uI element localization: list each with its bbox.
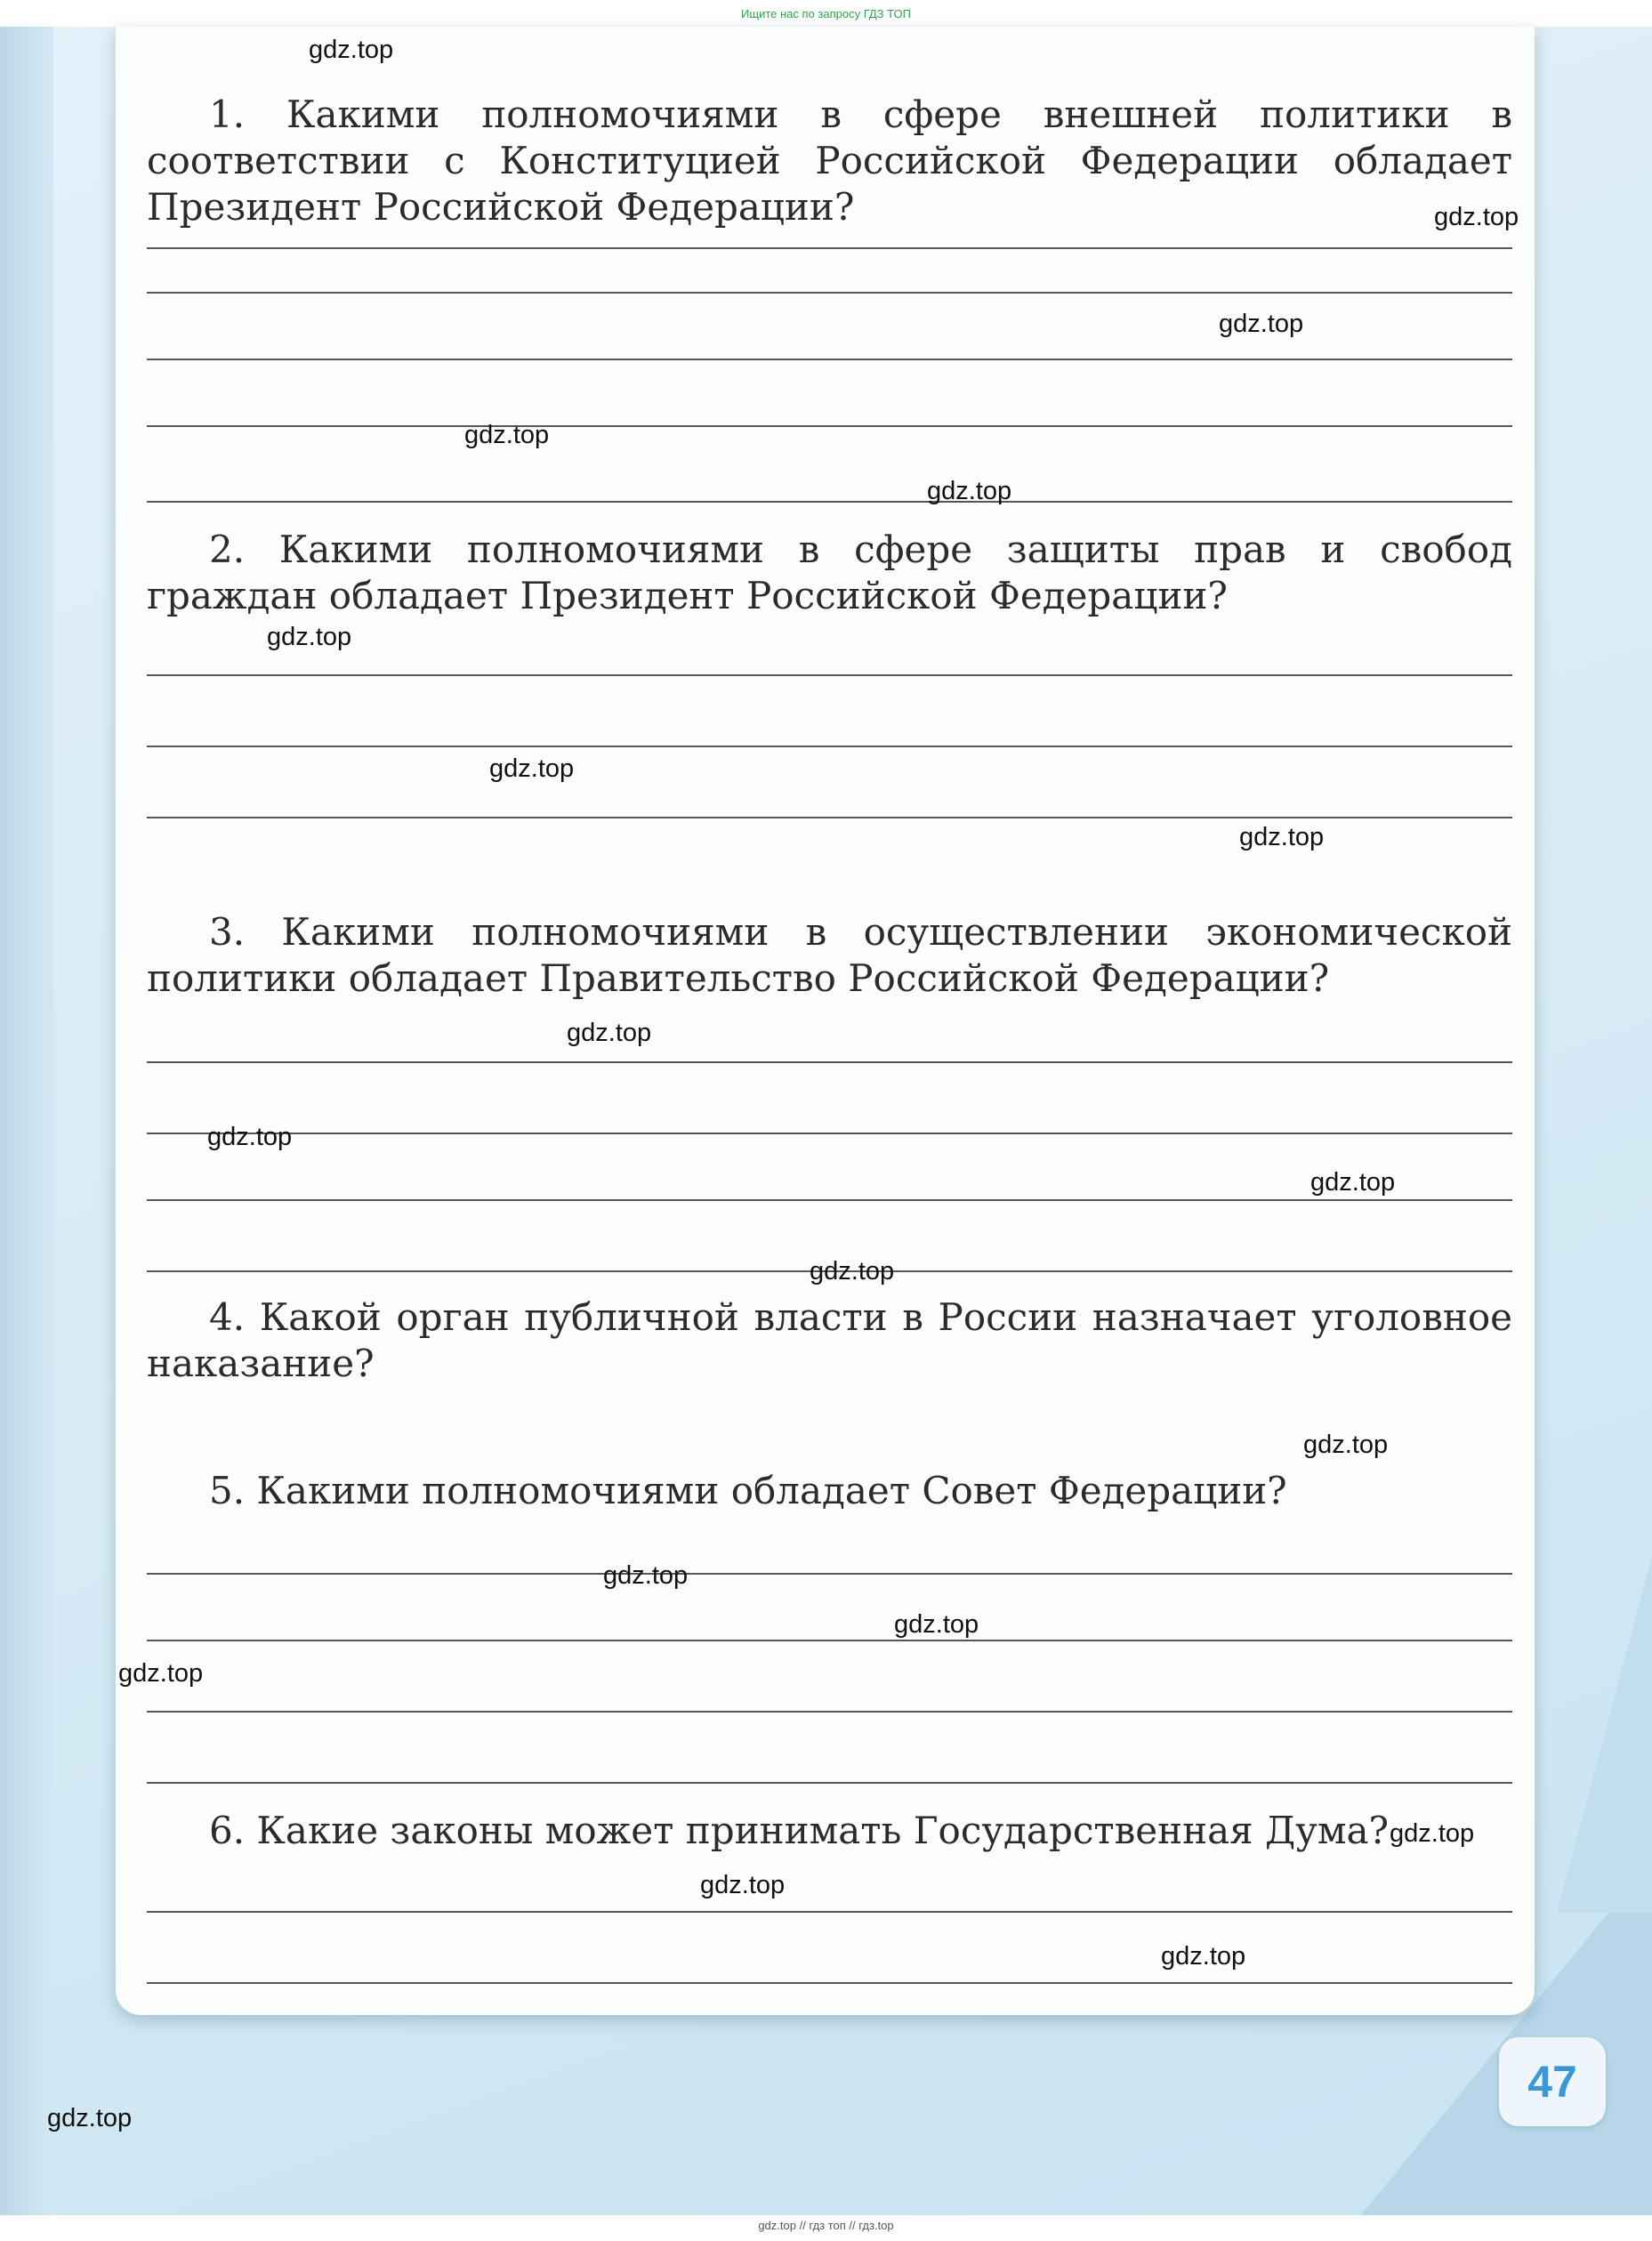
watermark: gdz.top [489, 754, 575, 783]
watermark: gdz.top [1310, 1168, 1396, 1197]
watermark: gdz.top [47, 2104, 133, 2132]
question-6: 6. Какие законы может принимать Государственная Дума? [209, 1809, 1390, 1852]
answer-line[interactable] [147, 1133, 1512, 1134]
answer-line[interactable] [147, 292, 1512, 294]
answer-line[interactable] [147, 746, 1512, 747]
answer-line[interactable] [147, 501, 1512, 503]
watermark: gdz.top [1390, 1819, 1475, 1848]
watermark: gdz.top [810, 1257, 895, 1286]
answer-line[interactable] [147, 1199, 1512, 1201]
worksheet-sheet [116, 27, 1535, 2015]
watermark: gdz.top [1303, 1431, 1389, 1459]
watermark: gdz.top [603, 1561, 689, 1590]
watermark: gdz.top [1239, 823, 1325, 851]
watermark: gdz.top [267, 623, 352, 651]
watermark: gdz.top [1219, 310, 1304, 338]
question-4: 4. Какой орган публичной власти в России назначает уголовное наказание? [147, 1295, 1512, 1385]
question-3: 3. Какими полномочиями в осуществлении экономической политики обладает Правительство Российской Федерации? [147, 910, 1512, 1000]
watermark: gdz.top [118, 1659, 204, 1688]
question-2: 2. Какими полномочиями в сфере защиты прав и свобод граждан обладает Президент Российской Федерации? [147, 528, 1512, 617]
answer-line[interactable] [147, 247, 1512, 249]
decorative-triangle [1557, 1557, 1652, 1913]
answer-line[interactable] [147, 1061, 1512, 1063]
watermark: gdz.top [1434, 203, 1519, 231]
answer-line[interactable] [147, 1711, 1512, 1713]
answer-line[interactable] [147, 359, 1512, 360]
bottom-note: gdz.top // гдз топ // гдз.top [758, 2219, 894, 2232]
answer-line[interactable] [147, 1982, 1512, 1984]
watermark: gdz.top [894, 1610, 979, 1639]
page-number: 47 [1499, 2037, 1606, 2126]
answer-line[interactable] [147, 674, 1512, 676]
watermark: gdz.top [1161, 1942, 1246, 1971]
top-search-note: Ищите нас по запросу ГДЗ ТОП [741, 7, 911, 20]
book-spine-shadow [0, 27, 53, 2215]
answer-line[interactable] [147, 1573, 1512, 1575]
answer-line[interactable] [147, 425, 1512, 427]
answer-line[interactable] [147, 1640, 1512, 1641]
question-1: 1. Какими полномочиями в сфере внешней политики в соответствии с Конституцией Российской Федерации обладает Президент Российской Федерации? [147, 93, 1512, 229]
answer-line[interactable] [147, 817, 1512, 818]
watermark: gdz.top [567, 1019, 652, 1047]
watermark: gdz.top [464, 421, 550, 449]
question-5: 5. Какими полномочиями обладает Совет Федерации? [209, 1469, 1287, 1512]
watermark: gdz.top [207, 1123, 293, 1151]
watermark: gdz.top [700, 1871, 786, 1899]
watermark: gdz.top [927, 477, 1012, 505]
answer-line[interactable] [147, 1911, 1512, 1913]
answer-line[interactable] [147, 1782, 1512, 1784]
watermark: gdz.top [309, 36, 394, 64]
